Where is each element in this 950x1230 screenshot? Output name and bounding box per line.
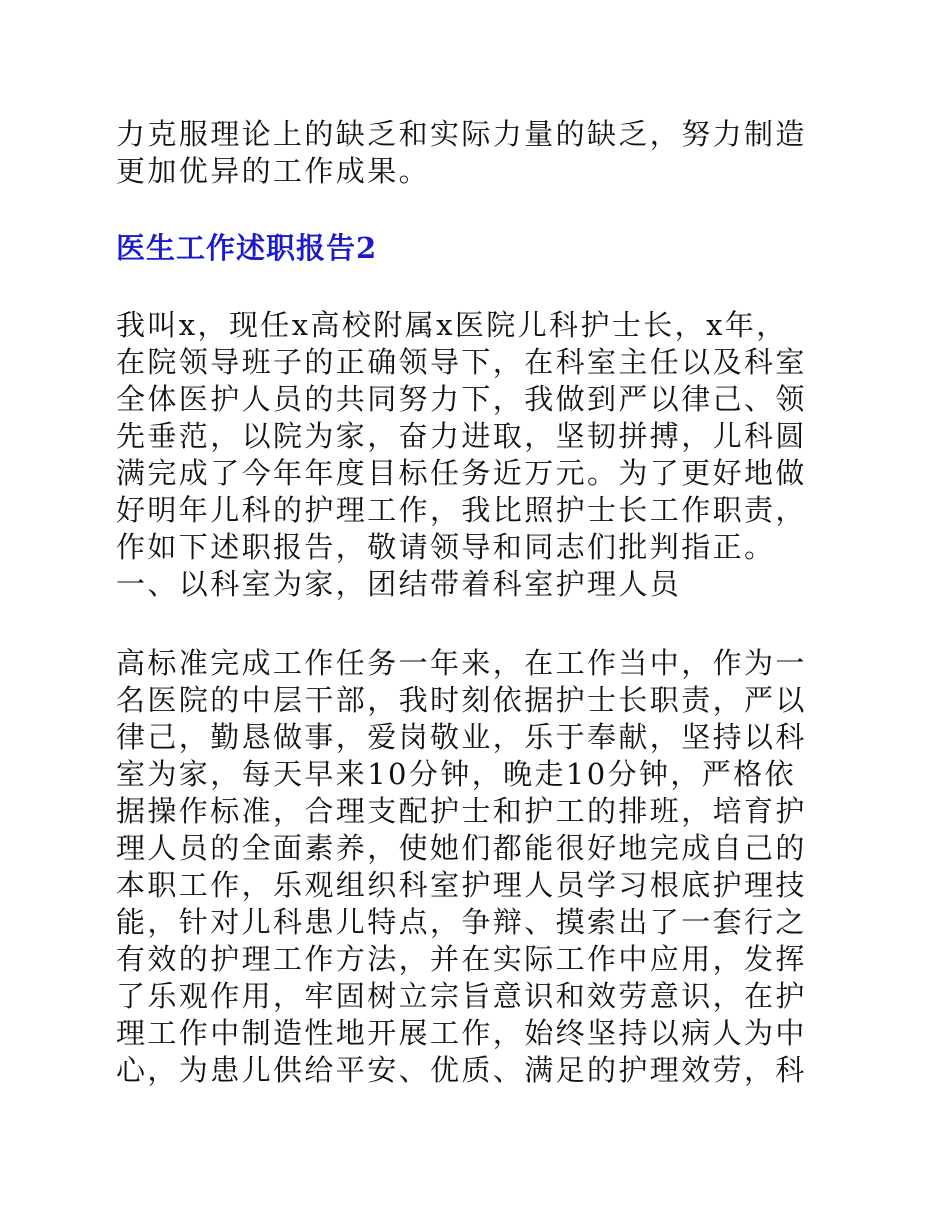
intro-paragraph — [116, 116, 836, 190]
text-line: 了乐观作用，牢固树立宗旨意识和效劳意识，在护 — [116, 979, 807, 1013]
text-line: 理工作中制造性地开展工作，始终坚持以病人为中 — [116, 1016, 807, 1050]
section-heading: 医生工作述职报告2 — [116, 231, 378, 265]
text-line: 本职工作，乐观组织科室护理人员学习根底护理技 — [116, 868, 807, 902]
subheading-line: 一、以科室为家，团结带着科室护理人员 — [116, 567, 682, 601]
text-line: 更加优异的工作成果。 — [116, 154, 431, 188]
text-line: 心，为患儿供给平安、优质、满足的护理效劳，科 — [116, 1053, 807, 1087]
text-line: 全体医护人员的共同努力下，我做到严以律己、领 — [116, 382, 807, 416]
paragraph-2 — [116, 645, 836, 1089]
text-line: 名医院的中层干部，我时刻依据护士长职责，严以 — [116, 683, 807, 717]
text-line: 高标准完成工作任务一年来，在工作当中，作为一 — [116, 646, 807, 680]
text-line: 据操作标准，合理支配护士和护工的排班，培育护 — [116, 794, 807, 828]
text-line: 力克服理论上的缺乏和实际力量的缺乏，努力制造 — [116, 117, 807, 151]
paragraph-1 — [116, 307, 836, 603]
text-line: 律己，勤恳做事，爱岗敬业，乐于奉献，坚持以科 — [116, 720, 807, 754]
text-line: 先垂范，以院为家，奋力进取，坚韧拼搏，儿科圆 — [116, 419, 807, 453]
text-line: 能，针对儿科患儿特点，争辩、摸索出了一套行之 — [116, 905, 807, 939]
text-line: 有效的护理工作方法，并在实际工作中应用，发挥 — [116, 942, 807, 976]
text-line: 理人员的全面素养，使她们都能很好地完成自己的 — [116, 831, 807, 865]
text-line: 满完成了今年年度目标任务近万元。为了更好地做 — [116, 456, 807, 490]
text-line: 室为家，每天早来10分钟，晚走10分钟，严格依 — [116, 757, 797, 791]
text-line: 我叫x，现任x高校附属x医院儿科护士长，x年， — [116, 308, 788, 342]
text-line: 在院领导班子的正确领导下，在科室主任以及科室 — [116, 345, 807, 379]
text-line: 作如下述职报告，敬请领导和同志们批判指正。 — [116, 530, 776, 564]
text-line: 好明年儿科的护理工作，我比照护士长工作职责， — [116, 493, 807, 527]
